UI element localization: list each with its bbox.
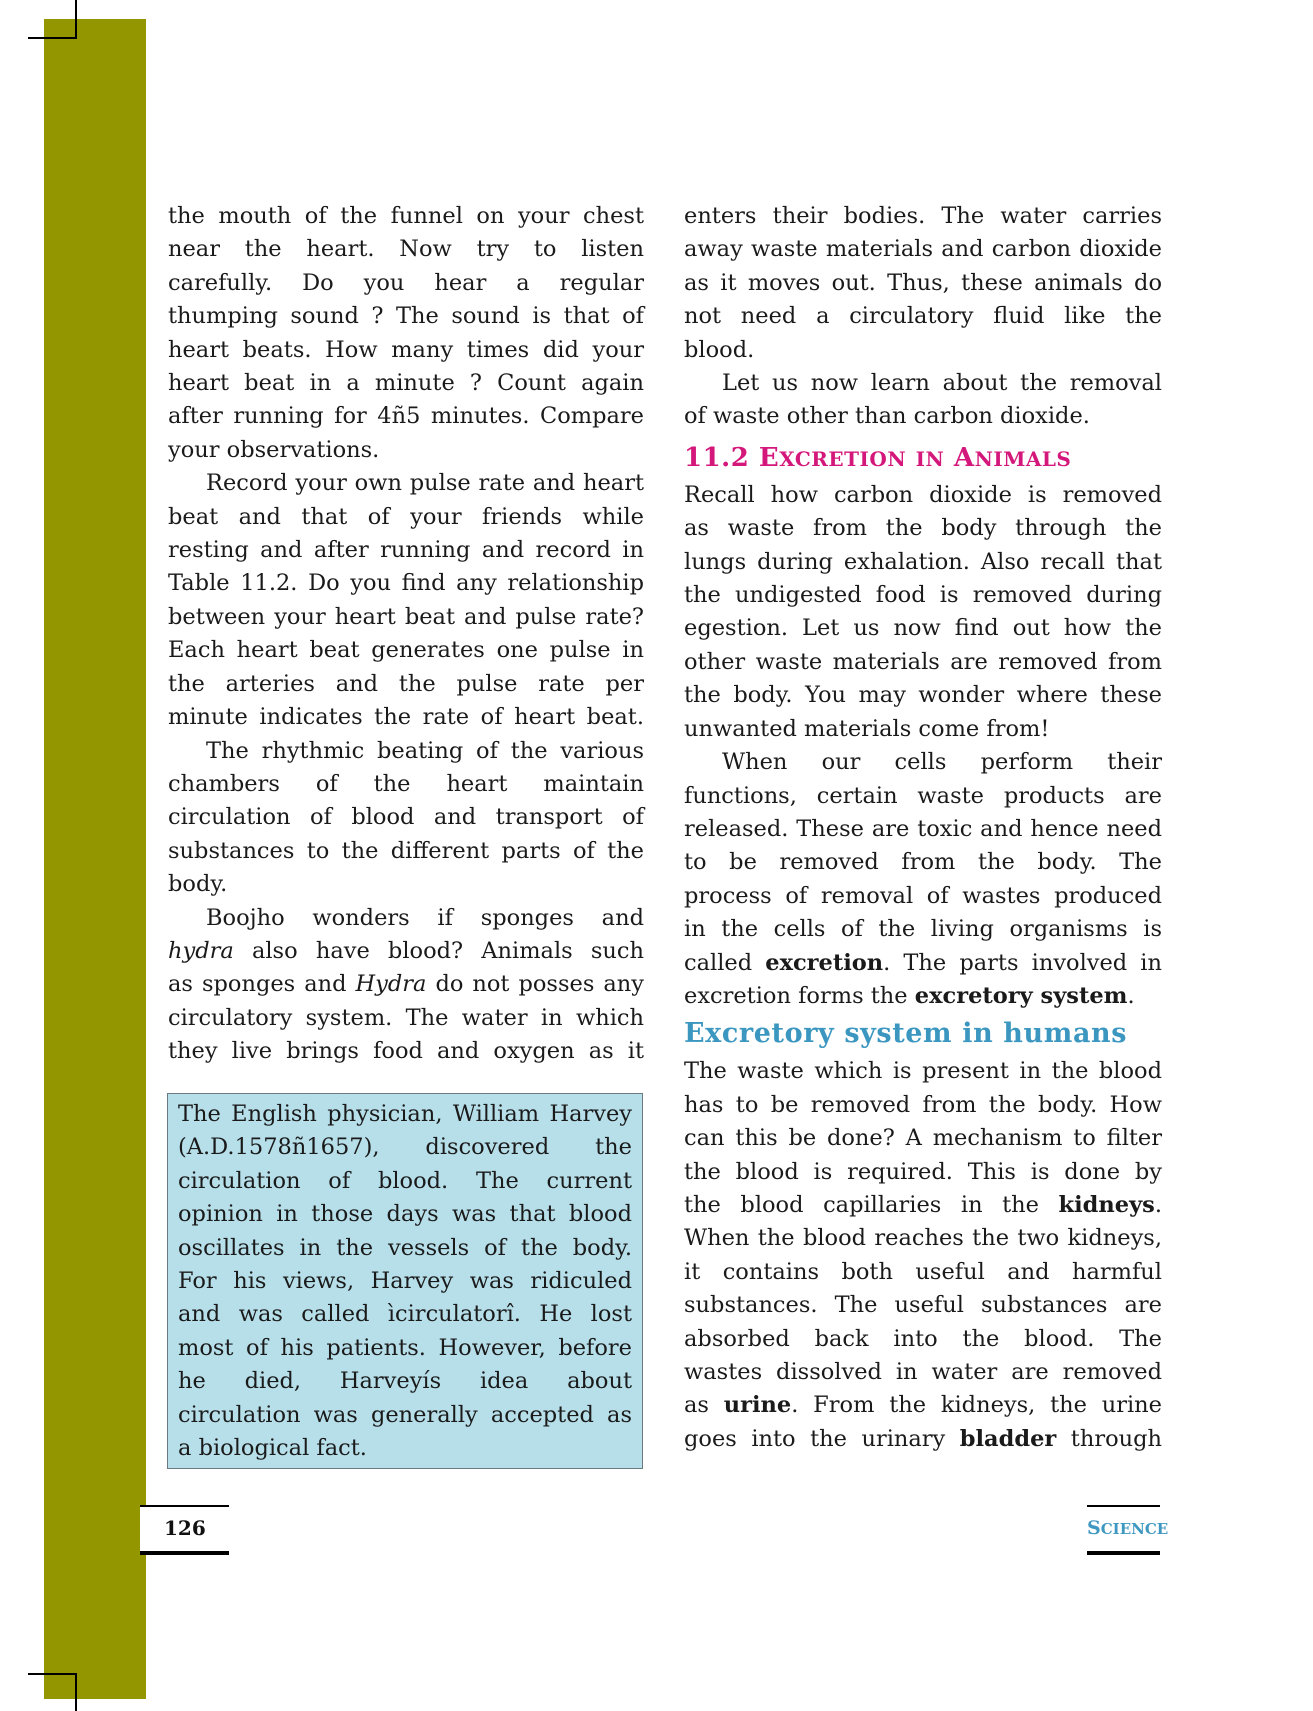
text-line: resting and after running and record in xyxy=(168,537,644,564)
crop-mark-top-vertical xyxy=(75,0,77,38)
heading-word: IN xyxy=(915,446,945,471)
info-box-line: he died, Harveyís idea about xyxy=(178,1368,632,1395)
book-title-footer xyxy=(1087,1505,1169,1555)
text-line: substances. The useful substances are xyxy=(684,1292,1162,1319)
text-line: enters their bodies. The water carries xyxy=(684,203,1162,229)
text-line: of waste other than carbon dioxide. xyxy=(684,403,1090,430)
text-line: The rhythmic beating of the various xyxy=(206,737,644,764)
info-box-line: a biological fact. xyxy=(178,1435,367,1462)
text-line: released. These are toxic and hence need xyxy=(684,815,1162,842)
paragraph-excretion-definition xyxy=(684,746,1162,1013)
paragraph-pulse-record xyxy=(168,467,644,734)
info-box-line: The English physician, William Harvey xyxy=(178,1101,632,1127)
paragraph-recall xyxy=(684,479,1162,746)
heading-word: EXCRETION xyxy=(758,442,907,473)
info-box-line: oscillates in the vessels of the body. xyxy=(178,1234,632,1261)
text-line: as urine. From the kidneys, the urine xyxy=(684,1392,1162,1419)
paragraph-sponges-water xyxy=(684,200,1162,367)
text-line: has to be removed from the body. How xyxy=(684,1091,1162,1118)
text-line: Each heart beat generates one pulse in xyxy=(168,637,644,664)
section-number: 11.2 xyxy=(684,442,750,473)
paragraph-kidneys xyxy=(684,1055,1162,1456)
text-run: also have blood? Animals such xyxy=(233,937,644,964)
harvey-info-box xyxy=(167,1093,643,1469)
text-line: the mouth of the funnel on your chest xyxy=(168,203,644,229)
right-column xyxy=(684,200,1162,1456)
paragraph-removal-intro xyxy=(684,367,1162,434)
text-line: they live brings food and oxygen as it xyxy=(168,1038,644,1065)
text-line: heart beat in a minute ? Count again xyxy=(168,370,644,397)
paragraph-boojho xyxy=(168,902,644,1069)
text-line: as waste from the body through the xyxy=(684,515,1162,542)
text-line: heart beats. How many times did your xyxy=(168,336,644,363)
key-term-kidneys: kidneys xyxy=(1058,1191,1155,1218)
text-line: as it moves out. Thus, these animals do xyxy=(684,269,1162,296)
text-line: thumping sound ? The sound is that of xyxy=(168,303,644,330)
text-run: do not posses any xyxy=(426,971,644,998)
text-line xyxy=(168,935,644,968)
text-line: the arteries and the pulse rate per xyxy=(168,670,644,697)
info-box-line: circulation was generally accepted as xyxy=(178,1401,632,1428)
text-line: carefully. Do you hear a regular xyxy=(168,269,644,296)
text-line: Record your own pulse rate and heart xyxy=(206,470,644,497)
text-line: other waste materials are removed from xyxy=(684,648,1162,675)
text-line: your observations. xyxy=(168,436,380,463)
text-line: away waste materials and carbon dioxide xyxy=(684,236,1162,263)
info-box-line: most of his patients. However, before xyxy=(178,1334,632,1361)
text-line: can this be done? A mechanism to filter xyxy=(684,1125,1162,1152)
text-line: the undigested food is removed during xyxy=(684,582,1162,609)
text-line: circulation of blood and transport of xyxy=(168,804,644,831)
text-line: process of removal of wastes produced xyxy=(684,882,1162,909)
text-line: the blood is required. This is done by xyxy=(684,1158,1162,1185)
crop-mark-top-horizontal xyxy=(28,37,77,39)
text-line: absorbed back into the blood. The xyxy=(684,1325,1162,1352)
text-line: called excretion. The parts involved in xyxy=(684,949,1162,976)
chapter-sidebar-bar xyxy=(44,19,146,1699)
key-term-excretion: excretion xyxy=(765,949,884,976)
text-line: When our cells perform their xyxy=(722,749,1162,776)
text-line: circulatory system. The water in which xyxy=(168,1004,644,1031)
text-line: Table 11.2. Do you find any relationship xyxy=(168,570,644,597)
text-line: the blood capillaries in the kidneys. xyxy=(684,1191,1162,1218)
text-line: egestion. Let us now find out how the xyxy=(684,615,1162,642)
info-box-line: (A.D.1578ñ1657), discovered the xyxy=(178,1134,632,1161)
info-box-line: and was called ìcirculatorî. He lost xyxy=(178,1301,632,1328)
text-line: the body. You may wonder where these xyxy=(684,682,1162,709)
text-line: When the blood reaches the two kidneys, xyxy=(684,1225,1162,1252)
text-line: Let us now learn about the removal xyxy=(722,370,1162,397)
text-line: body. xyxy=(168,871,228,898)
info-box-line: circulation of blood. The current xyxy=(178,1167,632,1194)
text-line: near the heart. Now try to listen xyxy=(168,236,644,263)
heading-word: ANIMALS xyxy=(953,442,1072,473)
text-run: as sponges and xyxy=(168,971,356,998)
text-line: excretion forms the excretory system. xyxy=(684,982,1135,1009)
text-line: not need a circulatory fluid like the xyxy=(684,303,1162,330)
text-line: between your heart beat and pulse rate? xyxy=(168,603,644,630)
italic-term-hydra: hydra xyxy=(168,937,234,964)
page-number: 126 xyxy=(164,1516,206,1540)
text-line: Boojho wonders if sponges and xyxy=(206,904,644,931)
text-line: goes into the urinary bladder through xyxy=(684,1425,1163,1452)
page-number-footer xyxy=(140,1505,229,1555)
text-line: Recall how carbon dioxide is removed xyxy=(684,481,1162,508)
text-line: functions, certain waste products are xyxy=(684,782,1162,809)
crop-mark-bottom-horizontal xyxy=(28,1673,77,1675)
text-line: minute indicates the rate of heart beat. xyxy=(168,704,644,731)
text-line: after running for 4ñ5 minutes. Compare xyxy=(168,403,644,430)
text-line: The waste which is present in the blood xyxy=(684,1058,1162,1085)
text-line: unwanted materials come from! xyxy=(684,715,1050,742)
info-box-line: opinion in those days was that blood xyxy=(178,1201,632,1228)
text-line: lungs during exhalation. Also recall that xyxy=(684,548,1162,575)
key-term-bladder: bladder xyxy=(959,1425,1057,1452)
info-box-line: For his views, Harvey was ridiculed xyxy=(178,1268,632,1295)
key-term-excretory-system: excretory system xyxy=(914,982,1128,1009)
key-term-urine: urine xyxy=(723,1392,792,1419)
text-line: chambers of the heart maintain xyxy=(168,770,644,797)
book-title: SCIENCE xyxy=(1087,1517,1169,1539)
paragraph-stethoscope xyxy=(168,200,644,467)
text-line: blood. xyxy=(684,336,755,363)
text-line: wastes dissolved in water are removed xyxy=(684,1359,1162,1385)
text-line: in the cells of the living organisms is xyxy=(684,916,1162,943)
paragraph-rhythmic-beating xyxy=(168,735,644,902)
text-line xyxy=(168,968,644,1001)
text-line: beat and that of your friends while xyxy=(168,503,644,530)
text-line: substances to the different parts of the xyxy=(168,837,644,864)
text-line: to be removed from the body. The xyxy=(684,849,1162,876)
sub-heading-excretory-system-humans: Excretory system in humans xyxy=(684,1018,1128,1050)
text-line: it contains both useful and harmful xyxy=(684,1258,1162,1285)
crop-mark-bottom-vertical xyxy=(75,1673,77,1711)
italic-term-hydra: Hydra xyxy=(355,971,427,998)
left-column xyxy=(168,200,644,1069)
section-heading-excretion-in-animals xyxy=(684,438,1162,479)
